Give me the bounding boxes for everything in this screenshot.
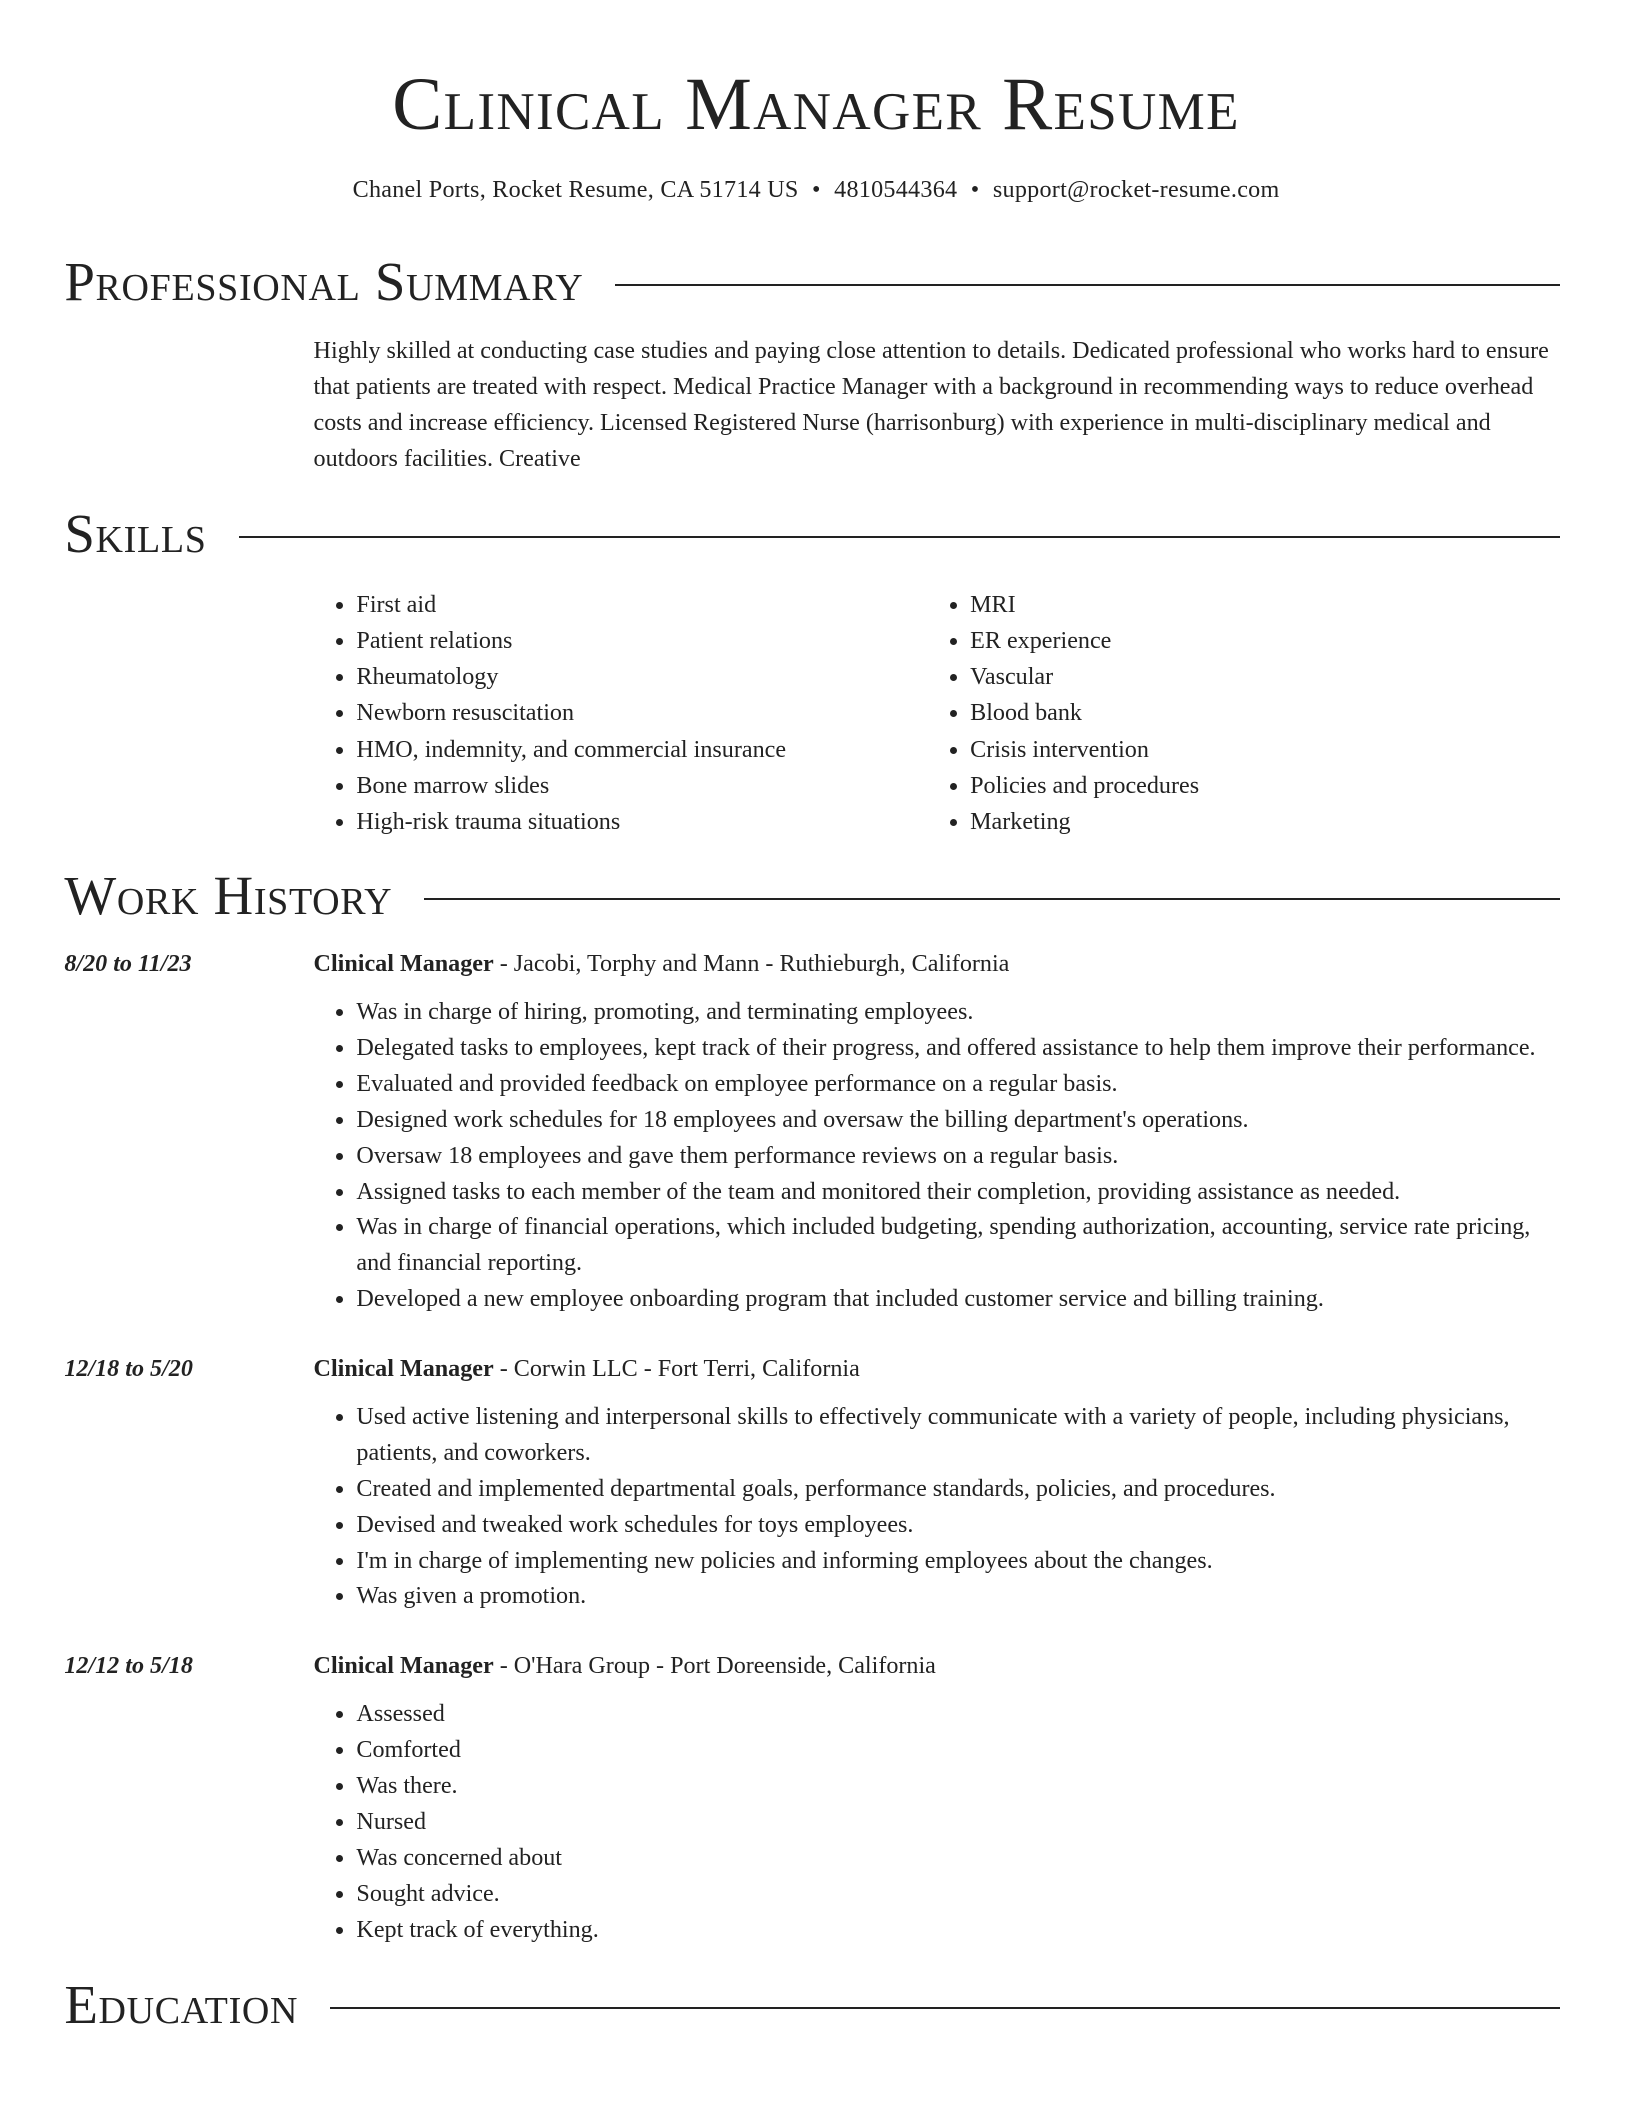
job-entry [64, 947, 1559, 1318]
contact-email: support@rocket-resume.com [992, 176, 1280, 203]
skill-item: • Rheumatology [356, 659, 927, 695]
skills-heading: Skills [64, 502, 207, 564]
job-bullets [314, 995, 1560, 1318]
contact-address: Chanel Ports, Rocket Resume, CA 51714 US [352, 176, 799, 203]
job-bullet: • Evaluated and provided feedback on employee performance on a regular basis. [356, 1067, 1559, 1103]
job-bullets [314, 1400, 1560, 1615]
job-bullet: • Was there. [356, 1769, 1559, 1805]
job-bullet: • Developed a new employee onboarding program that included customer service and billing training. [356, 1282, 1559, 1318]
separator-bullet: • [812, 176, 821, 203]
skills-list [314, 587, 1632, 839]
job-title: Clinical Manager [313, 1652, 494, 1679]
skill-item: • Bone marrow slides [356, 768, 927, 804]
skill-item: • Policies and procedures [970, 768, 1199, 804]
skill-item: • High-risk trauma situations [356, 804, 927, 840]
job-bullet: • Was in charge of hiring, promoting, and terminating employees. [356, 995, 1559, 1031]
skill-item: • Patient relations [356, 623, 927, 659]
skill-item: • Vascular [970, 659, 1199, 695]
job-employer: - O'Hara Group - Port Doreenside, California [493, 1652, 936, 1679]
job-bullet: • Nursed [356, 1805, 1559, 1841]
skills-column-1 [314, 587, 928, 839]
job-bullet: • Kept track of everything. [356, 1913, 1559, 1949]
education-heading: Education [64, 1973, 299, 2035]
job-bullet: • Assigned tasks to each member of the team and monitored their completion, providing assistance as needed. [356, 1175, 1559, 1211]
job-bullet: • Sought advice. [356, 1877, 1559, 1913]
section-divider [239, 536, 1560, 538]
job-entry [64, 1649, 1559, 1949]
job-entry [64, 1352, 1559, 1616]
contact-phone: 4810544364 [834, 176, 958, 203]
summary-section-header [64, 250, 1559, 312]
skill-item: • Newborn resuscitation [356, 695, 927, 731]
section-divider [330, 2007, 1559, 2009]
skills-section-header [64, 502, 1559, 564]
job-bullet: • Used active listening and interpersonal skills to effectively communicate with a variety of people, including physicians, patients, and coworkers. [356, 1400, 1559, 1472]
contact-line [0, 177, 1632, 204]
section-divider [615, 284, 1559, 286]
separator-bullet: • [970, 176, 980, 203]
skill-item: • MRI [970, 587, 1199, 623]
job-bullet: • Assessed [356, 1697, 1559, 1733]
job-bullet: • Was in charge of financial operations, which included budgeting, spending authorization, accounting, service rate pricing, and financial reporting. [356, 1210, 1559, 1282]
job-bullets [314, 1697, 1560, 1948]
skill-item: • Crisis intervention [970, 732, 1199, 768]
summary-heading: Professional Summary [64, 250, 584, 312]
work-section-header [64, 865, 1559, 927]
section-divider [424, 898, 1559, 900]
job-dates: 8/20 to 11/23 [64, 950, 192, 977]
job-bullet: • Was concerned about [356, 1841, 1559, 1877]
skill-item: • HMO, indemnity, and commercial insurance [356, 732, 927, 768]
job-bullet: • Designed work schedules for 18 employees and oversaw the billing department's operations. [356, 1103, 1559, 1139]
education-section-header [64, 1973, 1559, 2035]
job-title-line [314, 1352, 1560, 1387]
job-bullet: • Comforted [356, 1733, 1559, 1769]
job-bullet: • Delegated tasks to employees, kept track of their progress, and offered assistance to help them improve their performance. [356, 1031, 1559, 1067]
job-dates: 12/18 to 5/20 [64, 1355, 193, 1382]
job-title: Clinical Manager [313, 950, 494, 977]
job-title-line [314, 1649, 1560, 1684]
job-dates: 12/12 to 5/18 [64, 1652, 193, 1679]
job-bullet: • Oversaw 18 employees and gave them performance reviews on a regular basis. [356, 1139, 1559, 1175]
summary-text: Highly skilled at conducting case studies and paying close attention to details. Dedicated professional who works hard to ensure that patients are treated with respect. Medical Practice Manager with a background in recommending ways to reduce overhead costs and increase efficiency. Licensed Registered Nurse (harrisonburg) with experience in multi-disciplinary medical and outdoors facilities. Creative [313, 337, 1549, 472]
job-bullet: • Devised and tweaked work schedules for toys employees. [356, 1508, 1559, 1544]
job-bullet: • Was given a promotion. [356, 1579, 1559, 1615]
skill-item: • First aid [356, 587, 927, 623]
job-employer: - Jacobi, Torphy and Mann - Ruthieburgh, California [493, 950, 1010, 977]
page-title: Clinical Manager Resume [392, 63, 1240, 146]
job-employer: - Corwin LLC - Fort Terri, California [493, 1355, 860, 1382]
skill-item: • ER experience [970, 623, 1199, 659]
job-bullet: • I'm in charge of implementing new policies and informing employees about the changes. [356, 1544, 1559, 1580]
job-bullet: • Created and implemented departmental goals, performance standards, policies, and procedures. [356, 1472, 1559, 1508]
job-title: Clinical Manager [313, 1355, 494, 1382]
skill-item: • Blood bank [970, 695, 1199, 731]
work-heading: Work History [64, 865, 393, 927]
skills-column-2 [927, 587, 1199, 839]
skill-item: • Marketing [970, 804, 1199, 840]
job-title-line [314, 947, 1560, 982]
